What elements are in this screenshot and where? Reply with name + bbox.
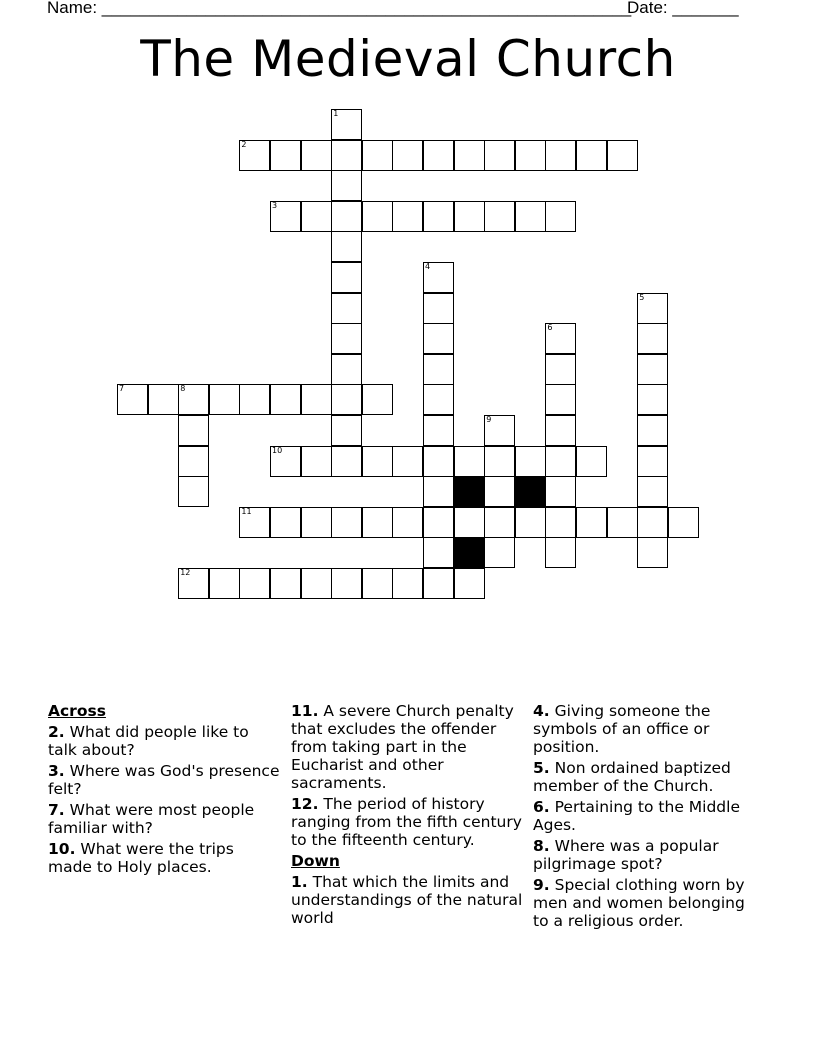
- grid-cell[interactable]: [270, 384, 301, 415]
- grid-cell[interactable]: [515, 446, 546, 477]
- grid-cell[interactable]: [454, 446, 485, 477]
- grid-cell[interactable]: [484, 201, 515, 232]
- across-heading: Across: [48, 702, 106, 720]
- grid-cell[interactable]: [484, 415, 515, 446]
- grid-cell[interactable]: [423, 537, 454, 568]
- clue-column-1: [48, 702, 280, 879]
- grid-cell[interactable]: [515, 201, 546, 232]
- grid-cell[interactable]: [270, 140, 301, 171]
- black-cell: [454, 476, 485, 507]
- grid-cell[interactable]: [301, 507, 332, 538]
- grid-cell[interactable]: [331, 201, 362, 232]
- grid-cell[interactable]: [331, 415, 362, 446]
- grid-cell[interactable]: [331, 109, 362, 140]
- grid-cell[interactable]: [545, 323, 576, 354]
- grid-cell[interactable]: [423, 293, 454, 324]
- grid-cell[interactable]: [454, 201, 485, 232]
- grid-cell[interactable]: [576, 446, 607, 477]
- grid-cell[interactable]: [301, 384, 332, 415]
- clue-number: 12: [180, 568, 191, 577]
- grid-cell[interactable]: [209, 384, 240, 415]
- grid-cell[interactable]: [484, 476, 515, 507]
- grid-cell[interactable]: [331, 293, 362, 324]
- grid-cell[interactable]: [423, 354, 454, 385]
- grid-cell[interactable]: [423, 507, 454, 538]
- grid-cell[interactable]: [637, 446, 668, 477]
- grid-cell[interactable]: [484, 507, 515, 538]
- grid-cell[interactable]: [301, 201, 332, 232]
- grid-cell[interactable]: [362, 568, 393, 599]
- grid-cell[interactable]: [392, 507, 423, 538]
- grid-cell[interactable]: [331, 231, 362, 262]
- grid-cell[interactable]: [576, 507, 607, 538]
- grid-cell[interactable]: [362, 384, 393, 415]
- grid-cell[interactable]: [301, 568, 332, 599]
- down-heading: Down: [291, 852, 340, 870]
- grid-cell[interactable]: [576, 140, 607, 171]
- clue-down-1: 1. That which the limits and understandings of the natural world: [291, 873, 523, 927]
- grid-cell[interactable]: [484, 537, 515, 568]
- grid-cell[interactable]: [515, 507, 546, 538]
- grid-cell[interactable]: [484, 140, 515, 171]
- grid-cell[interactable]: [637, 507, 668, 538]
- grid-cell[interactable]: [331, 384, 362, 415]
- grid-cell[interactable]: [331, 170, 362, 201]
- clue-down-6: 6. Pertaining to the Middle Ages.: [533, 798, 740, 834]
- grid-cell[interactable]: [178, 384, 209, 415]
- clue-across-10: 10. What were the trips made to Holy places.: [48, 840, 234, 876]
- grid-cell[interactable]: [637, 354, 668, 385]
- grid-cell[interactable]: [423, 384, 454, 415]
- clue-across-2: 2. What did people like to talk about?: [48, 723, 249, 759]
- grid-cell[interactable]: [545, 201, 576, 232]
- grid-cell[interactable]: [668, 507, 699, 538]
- grid-cell[interactable]: [178, 446, 209, 477]
- grid-cell[interactable]: [545, 476, 576, 507]
- clue-number: 8: [180, 384, 186, 394]
- grid-cell[interactable]: [209, 568, 240, 599]
- grid-cell[interactable]: [423, 140, 454, 171]
- clue-number: 4: [425, 262, 431, 271]
- clue-number: 11: [241, 506, 252, 516]
- grid-cell[interactable]: [239, 384, 270, 415]
- grid-cell[interactable]: [301, 140, 332, 171]
- grid-cell[interactable]: [637, 476, 668, 507]
- grid-cell[interactable]: [270, 201, 301, 232]
- clue-down-5: 5. Non ordained baptized member of the Church.: [533, 759, 731, 795]
- grid-cell[interactable]: [454, 507, 485, 538]
- grid-cell[interactable]: [331, 262, 362, 293]
- grid-cell[interactable]: [392, 201, 423, 232]
- grid-cell[interactable]: [454, 568, 485, 599]
- grid-cell[interactable]: [270, 568, 301, 599]
- grid-cell[interactable]: [331, 323, 362, 354]
- grid-cell[interactable]: [545, 537, 576, 568]
- clue-number: 6: [547, 323, 553, 333]
- grid-cell[interactable]: [637, 384, 668, 415]
- grid-cell[interactable]: [423, 262, 454, 293]
- grid-cell[interactable]: [392, 568, 423, 599]
- clue-across-7: 7. What were most people familiar with?: [48, 801, 255, 837]
- page-title: The Medieval Church: [140, 30, 676, 88]
- grid-cell[interactable]: [545, 446, 576, 477]
- grid-cell[interactable]: [331, 446, 362, 477]
- black-cell: [515, 476, 546, 507]
- date-field-label: Date: _______: [627, 0, 739, 17]
- grid-cell[interactable]: [362, 140, 393, 171]
- grid-cell[interactable]: [331, 507, 362, 538]
- clue-number: 2: [241, 139, 247, 149]
- grid-cell[interactable]: [545, 384, 576, 415]
- clue-column-2: [291, 702, 523, 930]
- black-cell: [454, 537, 485, 568]
- grid-cell[interactable]: [423, 323, 454, 354]
- grid-cell[interactable]: [545, 415, 576, 446]
- grid-cell[interactable]: [239, 568, 270, 599]
- clue-across-11: 11. A severe Church penalty that excludes the offender from taking part in the Eucharist and other sacraments.: [291, 702, 514, 792]
- grid-cell[interactable]: [270, 446, 301, 477]
- grid-cell[interactable]: [607, 507, 638, 538]
- grid-cell[interactable]: [331, 140, 362, 171]
- clue-down-4: 4. Giving someone the symbols of an office or position.: [533, 702, 711, 756]
- clue-number: 1: [333, 109, 339, 118]
- clue-across-12: 12. The period of history ranging from the fifth century to the fifteenth century.: [291, 795, 522, 849]
- grid-cell[interactable]: [331, 568, 362, 599]
- name-field-label: Name: ________________________________________________________: [47, 0, 632, 17]
- grid-cell[interactable]: [270, 507, 301, 538]
- clue-across-3: 3. Where was God's presence felt?: [48, 762, 280, 798]
- clue-down-8: 8. Where was a popular pilgrimage spot?: [533, 837, 719, 873]
- grid-cell[interactable]: [392, 140, 423, 171]
- grid-cell[interactable]: [607, 140, 638, 171]
- clue-number: 5: [639, 292, 645, 302]
- grid-cell[interactable]: [545, 140, 576, 171]
- grid-cell[interactable]: [423, 201, 454, 232]
- grid-cell[interactable]: [239, 140, 270, 171]
- clue-number: 10: [272, 445, 283, 455]
- grid-cell[interactable]: [637, 293, 668, 324]
- clue-number: 3: [272, 200, 278, 210]
- clue-number: 9: [486, 415, 492, 424]
- grid-cell[interactable]: [392, 446, 423, 477]
- grid-cell[interactable]: [301, 446, 332, 477]
- grid-cell[interactable]: [362, 446, 393, 477]
- grid-cell[interactable]: [178, 476, 209, 507]
- grid-cell[interactable]: [484, 446, 515, 477]
- grid-cell[interactable]: [148, 384, 179, 415]
- grid-cell[interactable]: [423, 415, 454, 446]
- clue-column-3: [533, 702, 765, 933]
- grid-cell[interactable]: [117, 384, 148, 415]
- grid-cell[interactable]: [239, 507, 270, 538]
- grid-cell[interactable]: [423, 446, 454, 477]
- grid-cell[interactable]: [362, 507, 393, 538]
- grid-cell[interactable]: [637, 537, 668, 568]
- clue-down-9: 9. Special clothing worn by men and women belonging to a religious order.: [533, 876, 745, 930]
- grid-cell[interactable]: [178, 568, 209, 599]
- grid-cell[interactable]: [454, 140, 485, 171]
- grid-cell[interactable]: [637, 415, 668, 446]
- grid-cell[interactable]: [545, 507, 576, 538]
- clue-number: 7: [119, 384, 125, 394]
- grid-cell[interactable]: [515, 140, 546, 171]
- grid-cell[interactable]: [545, 354, 576, 385]
- grid-cell[interactable]: [637, 323, 668, 354]
- grid-cell[interactable]: [423, 568, 454, 599]
- grid-cell[interactable]: [362, 201, 393, 232]
- grid-cell[interactable]: [423, 476, 454, 507]
- grid-cell[interactable]: [331, 354, 362, 385]
- grid-cell[interactable]: [178, 415, 209, 446]
